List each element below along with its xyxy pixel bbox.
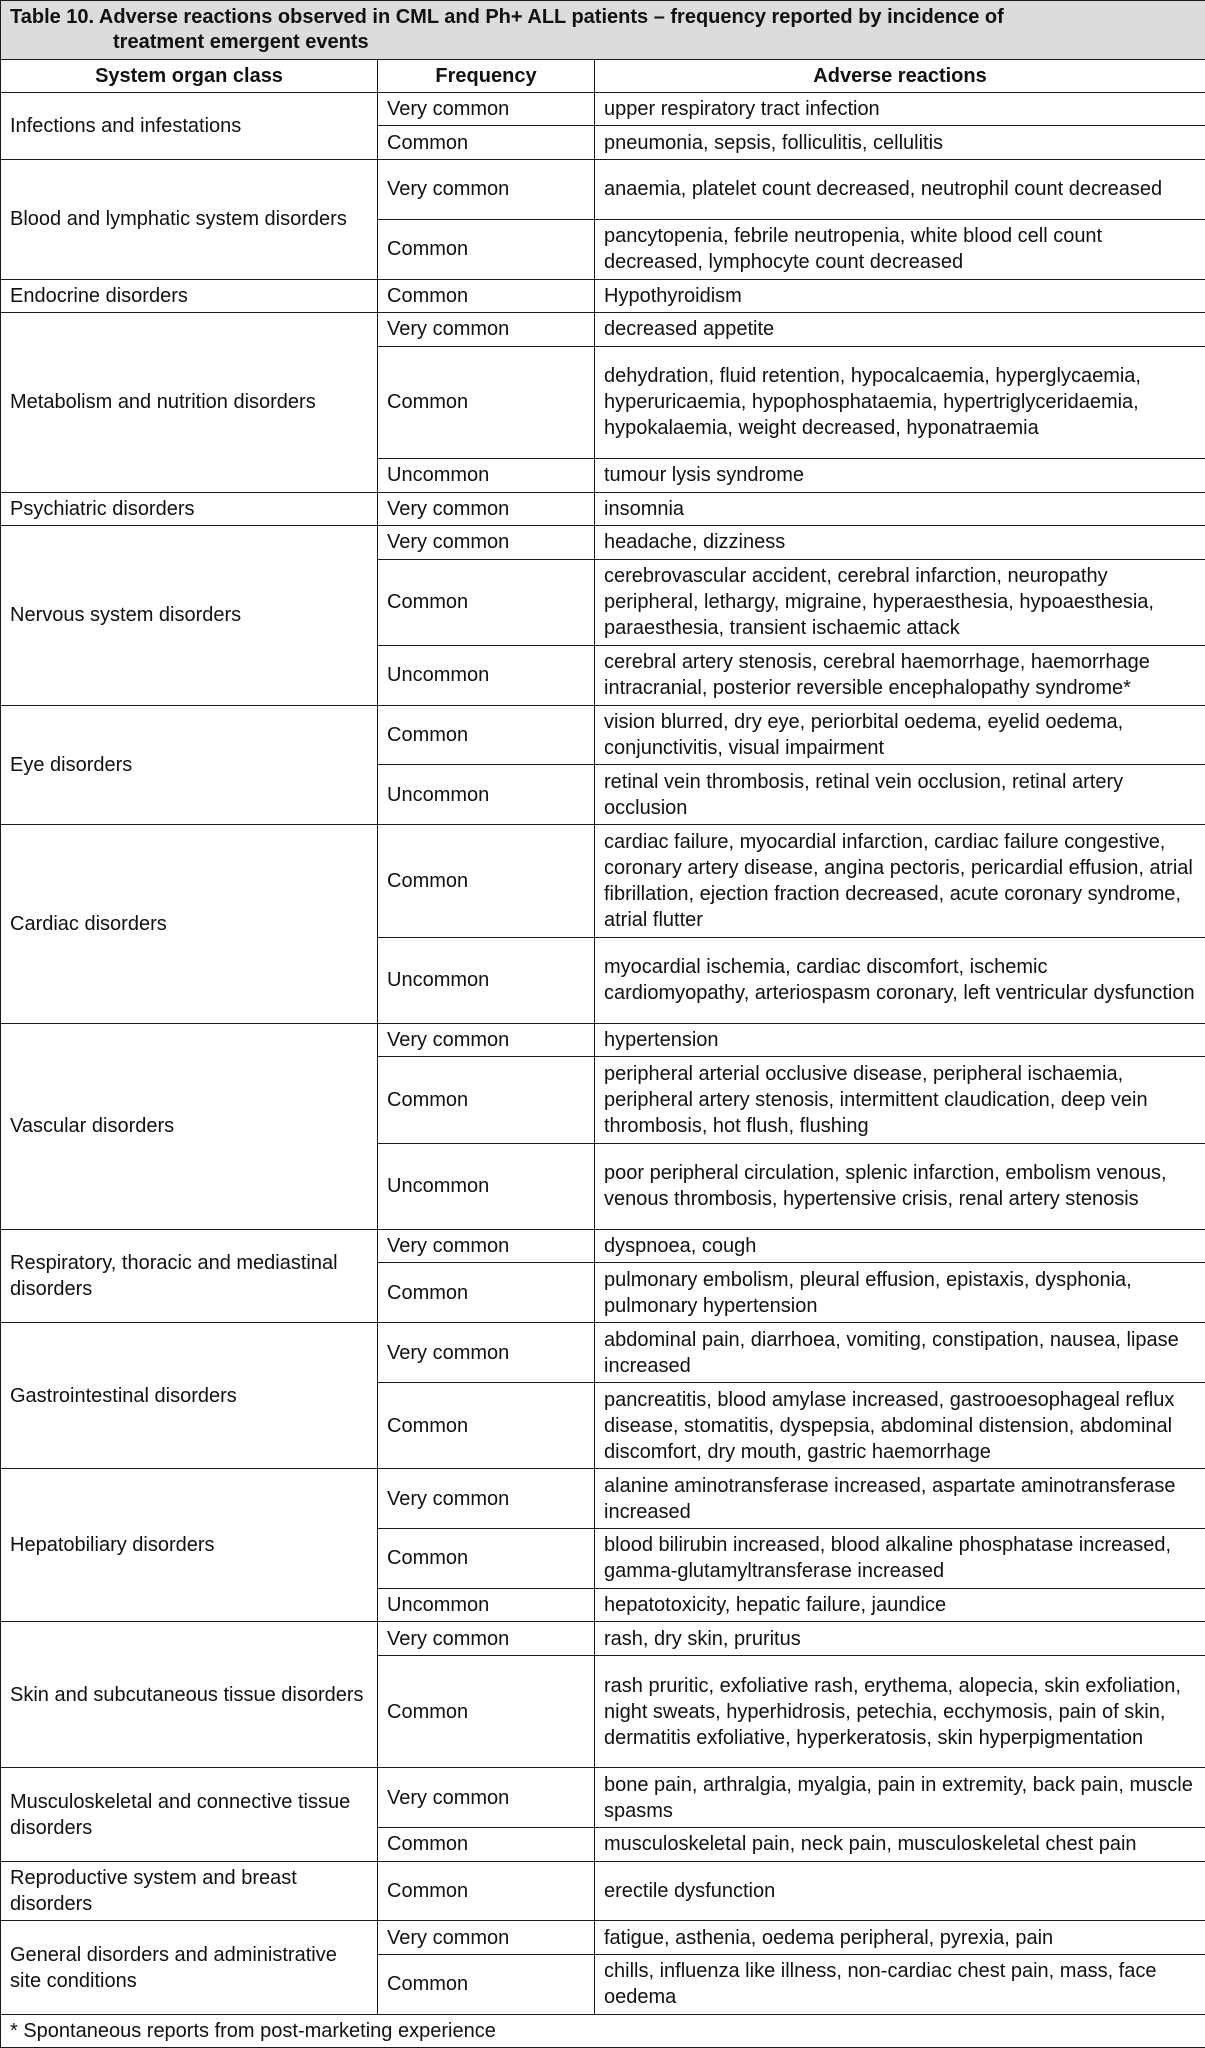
adverse-reactions-cell: alanine aminotransferase increased, aspartate aminotransferase increased (595, 1469, 1205, 1529)
adverse-reactions-cell: chills, influenza like illness, non-cardiac chest pain, mass, face oedema (595, 1954, 1205, 2014)
system-organ-class-cell: Reproductive system and breast disorders (1, 1861, 378, 1921)
frequency-cell: Common (378, 126, 595, 159)
frequency-cell: Common (378, 1263, 595, 1323)
frequency-cell: Common (378, 1655, 595, 1768)
adverse-reactions-cell: dehydration, fluid retention, hypocalcaemia, hyperglycaemia, hyperuricaemia, hypophosphataemia, hypertriglyceridaemia, hypokalaemia, weight decreased, hyponatraemia (595, 346, 1205, 459)
frequency-cell: Common (378, 559, 595, 645)
frequency-cell: Uncommon (378, 645, 595, 705)
frequency-cell: Very common (378, 492, 595, 525)
system-organ-class-cell: Skin and subcutaneous tissue disorders (1, 1622, 378, 1768)
system-organ-class-cell: Blood and lymphatic system disorders (1, 159, 378, 279)
frequency-cell: Very common (378, 1469, 595, 1529)
frequency-cell: Very common (378, 1323, 595, 1383)
frequency-cell: Common (378, 705, 595, 765)
frequency-cell: Very common (378, 313, 595, 346)
frequency-cell: Very common (378, 159, 595, 219)
table-row (1, 1023, 1205, 1056)
table-row (1, 825, 1205, 938)
table-footnote: * Spontaneous reports from post-marketing experience (1, 2015, 1205, 2048)
system-organ-class-cell: Eye disorders (1, 705, 378, 825)
adverse-reactions-cell: pulmonary embolism, pleural effusion, epistaxis, dysphonia, pulmonary hypertension (595, 1263, 1205, 1323)
caption-row (1, 1, 1205, 60)
frequency-cell: Very common (378, 1768, 595, 1828)
frequency-cell: Very common (378, 1622, 595, 1655)
frequency-cell: Uncommon (378, 1143, 595, 1229)
frequency-cell: Very common (378, 93, 595, 126)
frequency-cell: Very common (378, 1921, 595, 1954)
adverse-reactions-cell: bone pain, arthralgia, myalgia, pain in extremity, back pain, muscle spasms (595, 1768, 1205, 1828)
table-row (1, 1229, 1205, 1262)
adverse-reactions-cell: vision blurred, dry eye, periorbital oedema, eyelid oedema, conjunctivitis, visual impairment (595, 705, 1205, 765)
table-caption-line1: Table 10. Adverse reactions observed in CML and Ph+ ALL patients – frequency reported by incidence of (10, 6, 1004, 28)
adverse-reactions-cell: headache, dizziness (595, 526, 1205, 559)
adverse-reactions-cell: cerebral artery stenosis, cerebral haemorrhage, haemorrhage intracranial, posterior reversible encephalopathy syndrome* (595, 645, 1205, 705)
table-row (1, 1768, 1205, 1828)
adverse-reactions-cell: cardiac failure, myocardial infarction, cardiac failure congestive, coronary artery disease, angina pectoris, pericardial effusion, atrial fibrillation, ejection fraction decreased, acute coronary syndrome, atrial flutter (595, 825, 1205, 938)
table-row (1, 313, 1205, 346)
frequency-cell: Common (378, 825, 595, 938)
adverse-reactions-cell: decreased appetite (595, 313, 1205, 346)
adverse-reactions-cell: anaemia, platelet count decreased, neutrophil count decreased (595, 159, 1205, 219)
adverse-reactions-cell: blood bilirubin increased, blood alkaline phosphatase increased, gamma-glutamyltransferase increased (595, 1529, 1205, 1589)
table-row (1, 526, 1205, 559)
column-header-frequency: Frequency (378, 60, 595, 93)
footnote-row (1, 2015, 1205, 2048)
frequency-cell: Uncommon (378, 1588, 595, 1621)
adverse-reactions-cell: erectile dysfunction (595, 1861, 1205, 1921)
adverse-reactions-cell: pancreatitis, blood amylase increased, gastrooesophageal reflux disease, stomatitis, dyspepsia, abdominal distension, abdominal discomfort, dry mouth, gastric haemorrhage (595, 1382, 1205, 1468)
adverse-reactions-cell: upper respiratory tract infection (595, 93, 1205, 126)
adverse-reactions-cell: tumour lysis syndrome (595, 459, 1205, 492)
adverse-reactions-cell: peripheral arterial occlusive disease, peripheral ischaemia, peripheral artery stenosis, intermittent claudication, deep vein thrombosis, hot flush, flushing (595, 1057, 1205, 1143)
frequency-cell: Very common (378, 1023, 595, 1056)
frequency-cell: Very common (378, 526, 595, 559)
frequency-cell: Common (378, 1382, 595, 1468)
adverse-reactions-cell: Hypothyroidism (595, 279, 1205, 312)
adverse-reactions-cell: abdominal pain, diarrhoea, vomiting, constipation, nausea, lipase increased (595, 1323, 1205, 1383)
adverse-reactions-cell: cerebrovascular accident, cerebral infarction, neuropathy peripheral, lethargy, migraine, hyperaesthesia, hypoaesthesia, paraesthesia, transient ischaemic attack (595, 559, 1205, 645)
system-organ-class-cell: Nervous system disorders (1, 526, 378, 706)
frequency-cell: Common (378, 219, 595, 279)
table-row (1, 1921, 1205, 1954)
column-header-adverse-reactions: Adverse reactions (595, 60, 1205, 93)
frequency-cell: Common (378, 1861, 595, 1921)
adverse-reactions-cell: myocardial ischemia, cardiac discomfort, ischemic cardiomyopathy, arteriospasm coronary, left ventricular dysfunction (595, 937, 1205, 1023)
adverse-reactions-cell: retinal vein thrombosis, retinal vein occlusion, retinal artery occlusion (595, 765, 1205, 825)
column-header-system-organ-class: System organ class (1, 60, 378, 93)
table-row (1, 492, 1205, 525)
table-caption-line2: treatment emergent events (113, 31, 369, 53)
system-organ-class-cell: Cardiac disorders (1, 825, 378, 1024)
system-organ-class-cell: Respiratory, thoracic and mediastinal disorders (1, 1229, 378, 1322)
table-caption (1, 1, 1205, 60)
frequency-cell: Very common (378, 1229, 595, 1262)
frequency-cell: Common (378, 1954, 595, 2014)
frequency-cell: Common (378, 1057, 595, 1143)
frequency-cell: Common (378, 1828, 595, 1861)
adverse-reactions-cell: pancytopenia, febrile neutropenia, white blood cell count decreased, lymphocyte count decreased (595, 219, 1205, 279)
system-organ-class-cell: Endocrine disorders (1, 279, 378, 312)
system-organ-class-cell: Psychiatric disorders (1, 492, 378, 525)
system-organ-class-cell: Musculoskeletal and connective tissue disorders (1, 1768, 378, 1861)
table-row (1, 1861, 1205, 1921)
adverse-reactions-cell: rash, dry skin, pruritus (595, 1622, 1205, 1655)
table-row (1, 93, 1205, 126)
frequency-cell: Common (378, 1529, 595, 1589)
table-row (1, 159, 1205, 219)
system-organ-class-cell: General disorders and administrative site conditions (1, 1921, 378, 2015)
adverse-reactions-cell: insomnia (595, 492, 1205, 525)
system-organ-class-cell: Gastrointestinal disorders (1, 1323, 378, 1469)
system-organ-class-cell: Vascular disorders (1, 1023, 378, 1229)
frequency-cell: Common (378, 279, 595, 312)
system-organ-class-cell: Metabolism and nutrition disorders (1, 313, 378, 493)
table-row (1, 1469, 1205, 1529)
adverse-reactions-cell: dyspnoea, cough (595, 1229, 1205, 1262)
adverse-reactions-cell: rash pruritic, exfoliative rash, erythema, alopecia, skin exfoliation, night sweats, hyperhidrosis, petechia, ecchymosis, pain of skin, dermatitis exfoliative, hyperkeratosis, skin hyperpigmentation (595, 1655, 1205, 1768)
header-row (1, 60, 1205, 93)
system-organ-class-cell: Infections and infestations (1, 93, 378, 160)
system-organ-class-cell: Hepatobiliary disorders (1, 1469, 378, 1622)
table-row (1, 1622, 1205, 1655)
frequency-cell: Uncommon (378, 765, 595, 825)
adverse-reactions-cell: hypertension (595, 1023, 1205, 1056)
adverse-reactions-cell: fatigue, asthenia, oedema peripheral, pyrexia, pain (595, 1921, 1205, 1954)
frequency-cell: Uncommon (378, 937, 595, 1023)
frequency-cell: Uncommon (378, 459, 595, 492)
table-row (1, 279, 1205, 312)
table-body (1, 93, 1205, 2015)
table-row (1, 705, 1205, 765)
adverse-reactions-cell: hepatotoxicity, hepatic failure, jaundice (595, 1588, 1205, 1621)
adverse-reactions-cell: musculoskeletal pain, neck pain, musculoskeletal chest pain (595, 1828, 1205, 1861)
adverse-reactions-cell: poor peripheral circulation, splenic infarction, embolism venous, venous thrombosis, hypertensive crisis, renal artery stenosis (595, 1143, 1205, 1229)
table-row (1, 1323, 1205, 1383)
frequency-cell: Common (378, 346, 595, 459)
adverse-reactions-cell: pneumonia, sepsis, folliculitis, cellulitis (595, 126, 1205, 159)
